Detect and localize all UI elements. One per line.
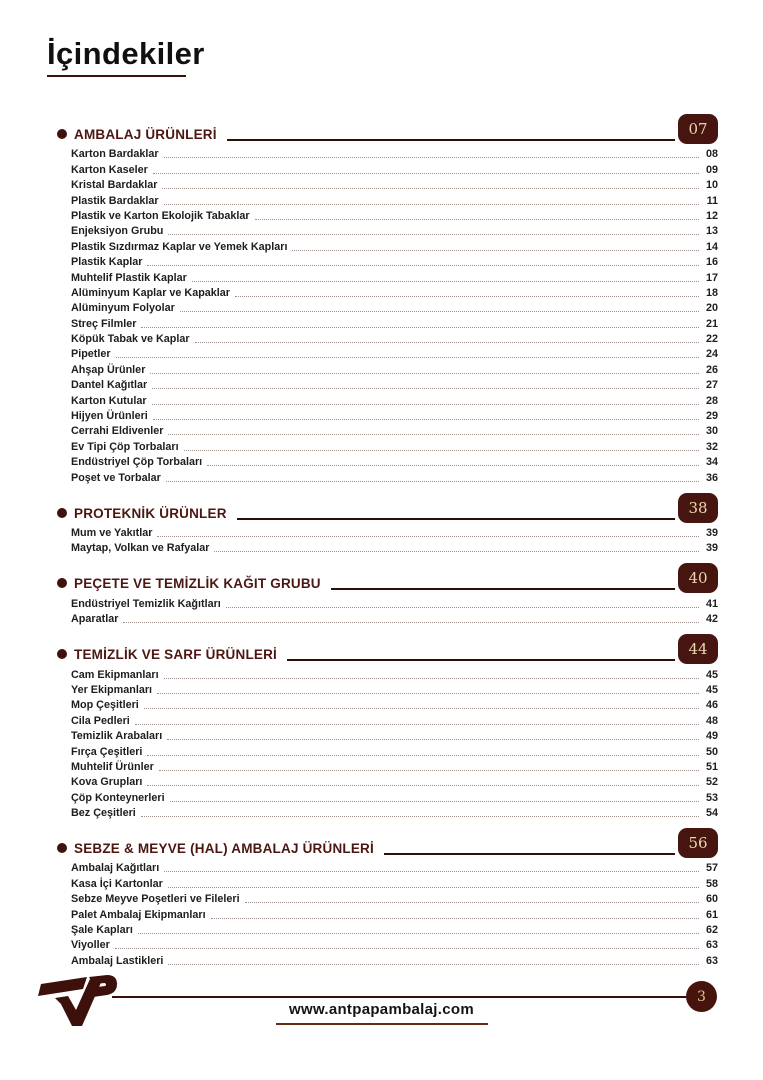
dot-leader — [207, 465, 699, 466]
toc-item-page: 14 — [705, 240, 718, 253]
toc-item-label: Ambalaj Lastikleri — [71, 954, 164, 967]
dot-leader — [292, 250, 699, 251]
toc-item[interactable] — [57, 285, 718, 300]
toc-item-label: Fırça Çeşitleri — [71, 745, 143, 758]
dot-leader — [159, 770, 699, 771]
toc-item-page: 45 — [705, 668, 718, 681]
toc-item[interactable] — [57, 682, 718, 697]
dot-leader — [211, 918, 699, 919]
dot-leader — [135, 724, 699, 725]
toc-item-page: 60 — [705, 893, 718, 906]
dot-leader — [168, 887, 699, 888]
page-title-block — [47, 36, 205, 77]
title-underline — [47, 75, 186, 77]
dot-leader — [168, 434, 699, 435]
toc-item-page: 42 — [705, 613, 718, 626]
toc-item[interactable] — [57, 238, 718, 253]
toc-item[interactable] — [57, 269, 718, 284]
toc-item[interactable] — [57, 469, 718, 484]
section-header — [57, 632, 718, 664]
toc-item-page: 30 — [705, 425, 718, 438]
section-bullet-icon — [57, 843, 67, 853]
toc-item-label: Bez Çeşitleri — [71, 807, 136, 820]
toc-item-label: Çöp Konteynerleri — [71, 791, 165, 804]
section-title[interactable]: TEMİZLİK VE SARF ÜRÜNLERİ — [74, 647, 277, 663]
toc-item-label: Şale Kapları — [71, 924, 133, 937]
toc-item-label: Plastik Bardaklar — [71, 194, 159, 207]
toc-item-label: Karton Bardaklar — [71, 148, 159, 161]
toc-item[interactable] — [57, 952, 718, 967]
dot-leader — [192, 281, 699, 282]
toc-item-page: 61 — [705, 908, 718, 921]
toc-item-page: 57 — [705, 862, 718, 875]
dot-leader — [214, 551, 699, 552]
toc-section — [57, 632, 718, 820]
website-underline — [276, 1023, 488, 1025]
toc-item[interactable] — [57, 712, 718, 727]
toc-item-page: 09 — [705, 163, 718, 176]
toc-item-label: Aparatlar — [71, 613, 119, 626]
toc-item-label: Enjeksiyon Grubu — [71, 225, 164, 238]
dot-leader — [167, 739, 699, 740]
toc-item-page: 58 — [705, 877, 718, 890]
toc-item[interactable] — [57, 377, 718, 392]
toc-item-page: 28 — [705, 394, 718, 407]
section-bullet-icon — [57, 129, 67, 139]
section-items — [57, 666, 718, 820]
dot-leader — [153, 173, 699, 174]
toc-item[interactable] — [57, 315, 718, 330]
toc-item[interactable] — [57, 759, 718, 774]
toc-item-label: Hijyen Ürünleri — [71, 410, 148, 423]
section-leader-line — [384, 853, 675, 855]
dot-leader — [147, 755, 699, 756]
toc-section — [57, 826, 718, 968]
toc-item-label: Plastik Sızdırmaz Kaplar ve Yemek Kapları — [71, 240, 288, 253]
toc-item[interactable] — [57, 805, 718, 820]
toc-item[interactable] — [57, 346, 718, 361]
toc-item-label: Cerrahi Eldivenler — [71, 425, 164, 438]
dot-leader — [147, 265, 699, 266]
toc-item-page: 11 — [706, 194, 718, 207]
toc-item-label: Köpük Tabak ve Kaplar — [71, 333, 190, 346]
toc-item-label: Ahşap Ürünler — [71, 363, 146, 376]
toc-item-label: Kristal Bardaklar — [71, 179, 158, 192]
toc-item-label: Endüstriyel Temizlik Kağıtları — [71, 597, 221, 610]
toc-item[interactable] — [57, 223, 718, 238]
toc-item-page: 34 — [705, 456, 718, 469]
dot-leader — [157, 693, 699, 694]
toc-item[interactable] — [57, 192, 718, 207]
dot-leader — [164, 678, 699, 679]
toc-item-page: 17 — [705, 271, 718, 284]
toc-item-page: 20 — [705, 302, 718, 315]
toc-item-label: Karton Kutular — [71, 394, 147, 407]
dot-leader — [157, 536, 699, 537]
toc-section — [57, 112, 718, 485]
toc-item-page: 51 — [705, 760, 718, 773]
toc-item-label: Muhtelif Ürünler — [71, 760, 154, 773]
toc-item-page: 52 — [705, 776, 718, 789]
toc-item-page: 46 — [705, 699, 718, 712]
toc-item[interactable] — [57, 146, 718, 161]
dot-leader — [164, 871, 699, 872]
section-leader-line — [237, 518, 675, 520]
page-footer — [0, 970, 763, 1080]
section-items — [57, 146, 718, 485]
toc-item-page: 62 — [705, 924, 718, 937]
toc-item-page: 41 — [705, 597, 718, 610]
dot-leader — [123, 622, 699, 623]
toc-item[interactable] — [57, 525, 718, 540]
toc-item[interactable] — [57, 595, 718, 610]
toc-item-page: 24 — [705, 348, 718, 361]
toc-item[interactable] — [57, 177, 718, 192]
toc-item-page: 49 — [705, 730, 718, 743]
toc-item[interactable] — [57, 789, 718, 804]
toc-item-label: Temizlik Arabaları — [71, 730, 163, 743]
dot-leader — [153, 419, 699, 420]
dot-leader — [141, 816, 699, 817]
toc-item[interactable] — [57, 937, 718, 952]
dot-leader — [147, 785, 699, 786]
toc-item[interactable] — [57, 875, 718, 890]
toc-item-page: 18 — [705, 286, 718, 299]
website-block — [0, 1001, 763, 1025]
toc-item[interactable] — [57, 860, 718, 875]
section-title[interactable]: PROTEKNİK ÜRÜNLER — [74, 505, 227, 521]
toc-item[interactable] — [57, 922, 718, 937]
toc-item-label: Plastik ve Karton Ekolojik Tabaklar — [71, 209, 250, 222]
section-items — [57, 525, 718, 556]
toc-item-page: 45 — [705, 683, 718, 696]
toc-item-page: 53 — [705, 791, 718, 804]
dot-leader — [164, 204, 699, 205]
toc-item-page: 29 — [705, 410, 718, 423]
section-header — [57, 112, 718, 144]
toc-item-page: 21 — [705, 317, 718, 330]
toc-item[interactable] — [57, 438, 718, 453]
toc-item[interactable] — [57, 392, 718, 407]
toc-item[interactable] — [57, 540, 718, 555]
toc-item-label: Plastik Kaplar — [71, 256, 143, 269]
toc-item-label: Yer Ekipmanları — [71, 683, 153, 696]
section-leader-line — [227, 139, 675, 141]
toc-item-label: Alüminyum Folyolar — [71, 302, 175, 315]
section-page-badge[interactable]: 56 — [678, 828, 718, 858]
section-items — [57, 595, 718, 626]
toc-item-label: Muhtelif Plastik Kaplar — [71, 271, 187, 284]
toc-item-page: 48 — [705, 714, 718, 727]
toc-item-label: Palet Ambalaj Ekipmanları — [71, 908, 206, 921]
dot-leader — [116, 357, 699, 358]
toc-item-label: Kasa İçi Kartonlar — [71, 877, 163, 890]
toc-item-label: Kova Grupları — [71, 776, 143, 789]
dot-leader — [255, 219, 699, 220]
toc-item-page: 54 — [705, 807, 718, 820]
dot-leader — [245, 902, 699, 903]
toc-item[interactable] — [57, 161, 718, 176]
toc-item[interactable] — [57, 697, 718, 712]
toc-item-page: 50 — [705, 745, 718, 758]
section-bullet-icon — [57, 508, 67, 518]
section-header — [57, 826, 718, 858]
section-bullet-icon — [57, 649, 67, 659]
toc-item-page: 39 — [705, 542, 718, 555]
toc-item-page: 08 — [705, 148, 718, 161]
page-title: İçindekiler — [47, 36, 205, 71]
dot-leader — [152, 404, 699, 405]
toc-item-page: 26 — [705, 363, 718, 376]
toc-list — [57, 112, 718, 968]
toc-item-label: Dantel Kağıtlar — [71, 379, 148, 392]
dot-leader — [226, 607, 699, 608]
dot-leader — [141, 327, 699, 328]
section-header — [57, 491, 718, 523]
toc-item-label: Ambalaj Kağıtları — [71, 862, 160, 875]
section-page-badge[interactable]: 40 — [678, 563, 718, 593]
toc-item-page: 63 — [705, 954, 718, 967]
section-leader-line — [287, 659, 675, 661]
toc-item-page: 27 — [705, 379, 718, 392]
toc-item[interactable] — [57, 774, 718, 789]
toc-item-label: Maytap, Volkan ve Rafyalar — [71, 542, 210, 555]
section-title[interactable]: SEBZE & MEYVE (HAL) AMBALAJ ÜRÜNLERİ — [74, 841, 374, 857]
dot-leader — [162, 188, 699, 189]
toc-item[interactable] — [57, 454, 718, 469]
page-number-badge: 3 — [686, 981, 717, 1012]
toc-item-label: Cam Ekipmanları — [71, 668, 159, 681]
toc-item[interactable] — [57, 361, 718, 376]
toc-item-label: Mum ve Yakıtlar — [71, 526, 153, 539]
toc-item[interactable] — [57, 208, 718, 223]
dot-leader — [152, 388, 699, 389]
toc-item-page: 13 — [705, 225, 718, 238]
toc-item-page: 12 — [705, 209, 718, 222]
toc-item-label: Sebze Meyve Poşetleri ve Fileleri — [71, 893, 240, 906]
toc-item-label: Alüminyum Kaplar ve Kapaklar — [71, 286, 231, 299]
toc-item[interactable] — [57, 300, 718, 315]
toc-section — [57, 561, 718, 626]
toc-item-page: 22 — [705, 333, 718, 346]
toc-item-page: 16 — [705, 256, 718, 269]
dot-leader — [144, 708, 699, 709]
footer-rule — [112, 996, 703, 998]
toc-item[interactable] — [57, 891, 718, 906]
toc-item-label: Mop Çeşitleri — [71, 699, 139, 712]
toc-item[interactable] — [57, 666, 718, 681]
toc-item[interactable] — [57, 331, 718, 346]
toc-item[interactable] — [57, 423, 718, 438]
toc-item[interactable] — [57, 254, 718, 269]
section-title[interactable]: AMBALAJ ÜRÜNLERİ — [74, 127, 217, 142]
toc-item-label: Ev Tipi Çöp Torbaları — [71, 440, 179, 453]
toc-item-label: Poşet ve Torbalar — [71, 471, 161, 484]
toc-item-label: Cila Pedleri — [71, 714, 130, 727]
toc-item-label: Pipetler — [71, 348, 111, 361]
dot-leader — [164, 157, 699, 158]
toc-item-label: Viyoller — [71, 939, 110, 952]
toc-item-label: Karton Kaseler — [71, 163, 148, 176]
dot-leader — [138, 933, 699, 934]
dot-leader — [115, 948, 699, 949]
dot-leader — [166, 481, 699, 482]
toc-item-page: 63 — [705, 939, 718, 952]
toc-item-page: 36 — [705, 471, 718, 484]
toc-item-page: 10 — [705, 179, 718, 192]
section-page-badge[interactable]: 38 — [678, 493, 718, 523]
toc-item[interactable] — [57, 728, 718, 743]
dot-leader — [150, 373, 699, 374]
toc-item-page: 39 — [705, 526, 718, 539]
toc-item[interactable] — [57, 611, 718, 626]
dot-leader — [168, 234, 699, 235]
section-bullet-icon — [57, 578, 67, 588]
toc-item-label: Streç Filmler — [71, 317, 137, 330]
dot-leader — [168, 964, 699, 965]
dot-leader — [170, 801, 699, 802]
section-header — [57, 561, 718, 593]
website-link[interactable]: www.antpapambalaj.com — [289, 1001, 474, 1018]
dot-leader — [195, 342, 699, 343]
dot-leader — [235, 296, 699, 297]
dot-leader — [184, 450, 699, 451]
section-page-badge[interactable]: 44 — [678, 634, 718, 664]
toc-item[interactable] — [57, 408, 718, 423]
toc-item-label: Endüstriyel Çöp Torbaları — [71, 456, 203, 469]
section-leader-line — [331, 588, 675, 590]
toc-section — [57, 491, 718, 556]
toc-item[interactable] — [57, 743, 718, 758]
section-title[interactable]: PEÇETE VE TEMİZLİK KAĞIT GRUBU — [74, 576, 321, 592]
section-items — [57, 860, 718, 968]
section-page-badge[interactable]: 07 — [678, 114, 718, 144]
toc-item-page: 32 — [705, 440, 718, 453]
dot-leader — [180, 311, 699, 312]
toc-item[interactable] — [57, 906, 718, 921]
